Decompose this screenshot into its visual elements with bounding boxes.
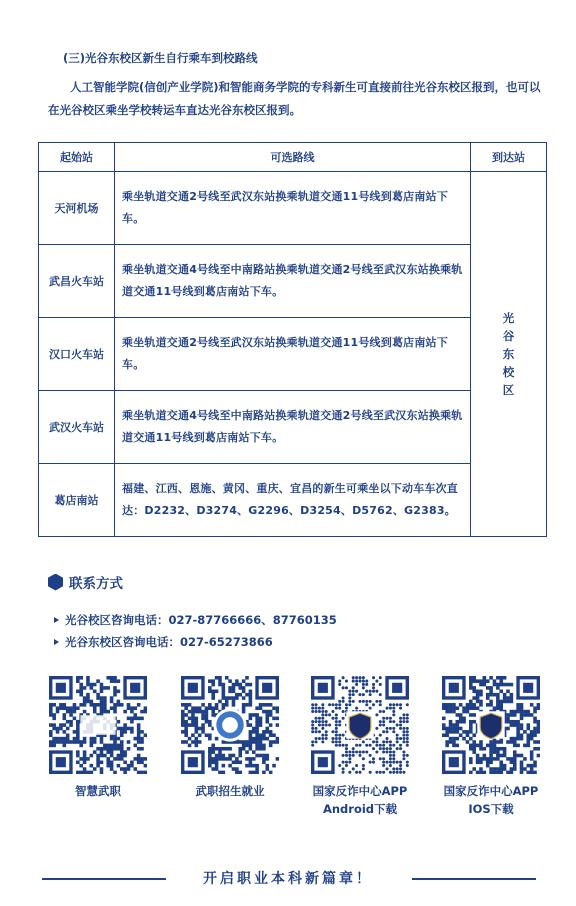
qr-caption — [436, 782, 546, 818]
route-description: 乘坐轨道交通2号线至武汉东站换乘轨道交通11号线到葛店南站下车。 — [115, 318, 471, 391]
bullet-triangle-icon — [54, 639, 59, 645]
phone-text: 光谷校区咨询电话：027-87766666、87760135 — [65, 613, 337, 627]
contact-heading — [48, 572, 123, 592]
header-dest: 到达站 — [471, 143, 547, 172]
qr-code-antifraud-android[interactable] — [311, 676, 409, 774]
route-description: 乘坐轨道交通2号线至武汉东站换乘轨道交通11号线到葛店南站下车。 — [115, 172, 471, 245]
destination-cell — [471, 172, 547, 537]
start-station: 天河机场 — [39, 172, 115, 245]
qr-caption: 智慧武职 — [75, 784, 121, 798]
phone-line-guanggu-east — [54, 634, 273, 650]
table-row — [39, 464, 547, 537]
header-route: 可选路线 — [115, 143, 471, 172]
footer — [0, 868, 576, 890]
route-description: 乘坐轨道交通4号线至中南路站换乘轨道交通2号线至武汉东站换乘轨道交通11号线到葛店南站下车。 — [115, 391, 471, 464]
qr-code-smart-wuzhi[interactable] — [49, 676, 147, 774]
phone-line-guanggu — [54, 612, 337, 628]
route-description: 乘坐轨道交通4号线至中南路站换乘轨道交通2号线至武汉东站换乘轨道交通11号线到葛店南站下车。 — [115, 245, 471, 318]
qr-block-smart-wuzhi — [43, 676, 153, 800]
table-row — [39, 318, 547, 391]
qr-block-admissions — [175, 676, 285, 800]
start-station: 武昌火车站 — [39, 245, 115, 318]
table-row — [39, 391, 547, 464]
qr-caption: 武职招生就业 — [195, 784, 265, 798]
table-header-row — [39, 143, 547, 172]
qr-caption-line1: 国家反诈中心APP — [312, 784, 408, 798]
qr-caption-line2: Android下载 — [322, 802, 398, 816]
start-station: 葛店南站 — [39, 464, 115, 537]
section-heading: (三)光谷东校区新生自行乘车到校路线 — [63, 51, 258, 65]
header-start: 起始站 — [39, 143, 115, 172]
phone-text: 光谷东校区咨询电话：027-65273866 — [65, 635, 273, 649]
contact-title: 联系方式 — [69, 576, 123, 592]
qr-caption-line1: 国家反诈中心APP — [443, 784, 539, 798]
qr-code-antifraud-ios[interactable] — [442, 676, 540, 774]
intro-paragraph: 人工智能学院(信创产业学院)和智能商务学院的专科新生可直接前往光谷东校区报到，也可以在光谷校区乘坐学校转运车直达光谷东校区报到。 — [48, 80, 541, 117]
route-description: 福建、江西、恩施、黄冈、重庆、宜昌的新生可乘坐以下动车车次直达：D2232、D3274、G2296、D3254、D5762、G2383。 — [115, 464, 471, 537]
footer-slogan: 开启职业本科新篇章！ — [203, 871, 373, 887]
qr-code-admissions[interactable] — [181, 676, 279, 774]
qr-caption-line2: IOS下载 — [468, 802, 514, 816]
footer-divider-right — [412, 878, 536, 880]
start-station: 汉口火车站 — [39, 318, 115, 391]
bullet-triangle-icon — [54, 617, 59, 623]
qr-block-antifraud-ios — [436, 676, 546, 818]
table-row — [39, 172, 547, 245]
destination-station: 光谷东校区 — [502, 311, 515, 397]
start-station: 武汉火车站 — [39, 391, 115, 464]
qr-caption — [305, 782, 415, 818]
qr-block-antifraud-android — [305, 676, 415, 818]
hexagon-icon — [48, 574, 63, 591]
route-table — [38, 142, 547, 537]
table-row — [39, 245, 547, 318]
